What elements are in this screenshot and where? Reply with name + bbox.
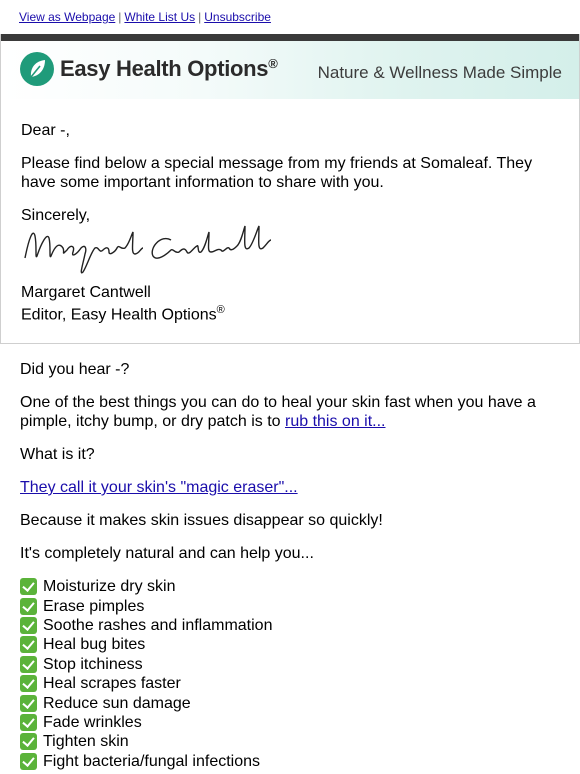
list-item: Soothe rashes and inflammation — [20, 616, 560, 635]
registered-mark: ® — [268, 56, 278, 71]
list-item: Moisturize dry skin — [20, 577, 560, 596]
check-icon — [20, 695, 37, 712]
top-bar — [1, 34, 579, 41]
list-item: Stop itchiness — [20, 655, 560, 674]
unsubscribe-link[interactable]: Unsubscribe — [204, 10, 271, 24]
separator: | — [118, 10, 122, 24]
header-links — [19, 10, 271, 24]
greeting: Dear -, — [21, 122, 70, 139]
benefits-list — [20, 577, 560, 771]
leaf-logo-icon — [20, 52, 54, 86]
check-icon — [20, 617, 37, 634]
whitelist-link[interactable]: White List Us — [124, 10, 196, 24]
list-item: Reduce sun damage — [20, 693, 560, 712]
list-item: Heal bug bites — [20, 635, 560, 654]
body-paragraph-4 — [20, 478, 560, 497]
list-item: Erase pimples — [20, 596, 560, 615]
check-icon — [20, 598, 37, 615]
body-paragraph-3: What is it? — [20, 446, 95, 463]
body-paragraph-2: One of the best things you can do to heal your skin fast when you have a pimple, itchy bump, or dry patch is to rub this on it... — [20, 394, 536, 430]
rub-this-link[interactable]: rub this on it... — [285, 413, 386, 430]
check-icon — [20, 636, 37, 653]
check-icon — [20, 578, 37, 595]
message-body — [20, 360, 560, 771]
body-paragraph-1: Did you hear -? — [20, 361, 130, 378]
signature-image — [21, 218, 271, 283]
registered-mark: ® — [216, 304, 225, 316]
check-icon — [20, 675, 37, 692]
list-item: Heal scrapes faster — [20, 674, 560, 693]
list-item: Fight bacteria/fungal infections — [20, 752, 560, 771]
magic-eraser-link[interactable]: They call it your skin's "magic eraser"... — [20, 479, 298, 496]
editor-name: Margaret Cantwell — [21, 284, 151, 301]
editor-title: Editor, Easy Health Options® — [21, 304, 225, 324]
check-icon — [20, 753, 37, 770]
intro-message: Please find below a special message from my friends at Somaleaf. They have some important information to share with you. — [21, 155, 533, 191]
brand-name: Easy Health Options® — [60, 56, 278, 81]
view-as-webpage-link[interactable]: View as Webpage — [19, 10, 116, 24]
body-paragraph-5: Because it makes skin issues disappear so quickly! — [20, 512, 383, 529]
intro-card — [0, 34, 580, 344]
check-icon — [20, 656, 37, 673]
separator: | — [198, 10, 202, 24]
check-icon — [20, 733, 37, 750]
tagline: Nature & Wellness Made Simple — [317, 63, 562, 82]
check-icon — [20, 714, 37, 731]
closing: Sincerely, — [21, 207, 91, 224]
list-item: Fade wrinkles — [20, 713, 560, 732]
body-paragraph-6: It's completely natural and can help you... — [20, 545, 314, 562]
brand-banner[interactable] — [1, 41, 579, 99]
list-item: Tighten skin — [20, 732, 560, 751]
